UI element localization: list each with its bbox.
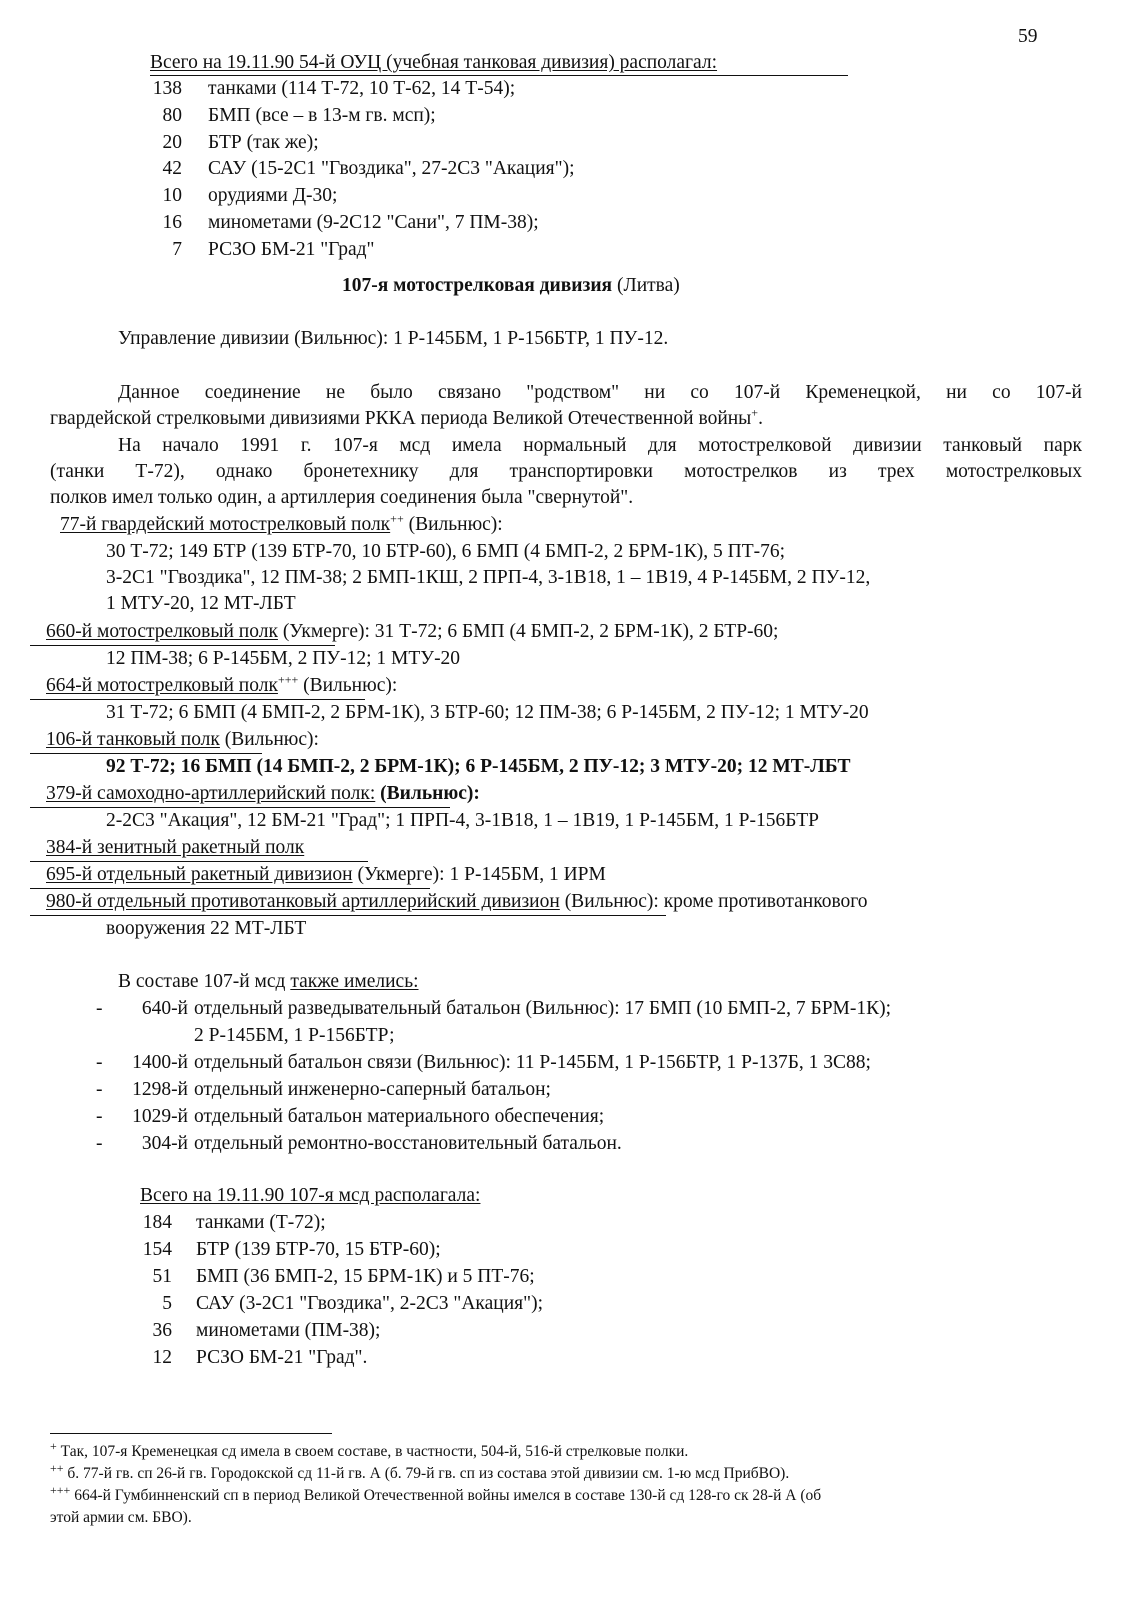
summary-item: орудиями Д-30; bbox=[208, 185, 338, 206]
summary-count: 138 bbox=[152, 78, 182, 99]
unit-980-header: 980-й отдельный противотанковый артиллерийский дивизион (Вильнюс): кроме противотанкового bbox=[46, 891, 868, 912]
summary-count: 5 bbox=[162, 1293, 172, 1314]
list-dash: - bbox=[96, 998, 103, 1019]
footnote-1: + Так, 107-я Кременецкая сд имела в своем составе, в частности, 504-й, 516-й стрелковые полки. bbox=[50, 1438, 689, 1460]
unit-379-header: 379-й самоходно-артиллерийский полк: (Вильнюс): bbox=[46, 783, 480, 804]
summary-item: САУ (3-2С1 "Гвоздика", 2-2С3 "Акация"); bbox=[196, 1293, 543, 1314]
summary-count: 10 bbox=[162, 185, 182, 206]
summary-item: РСЗО БМ-21 "Град". bbox=[196, 1347, 368, 1368]
summary-count: 20 bbox=[162, 132, 182, 153]
unit-106-line1: 92 Т-72; 16 БМП (14 БМП-2, 2 БРМ-1К); 6 Р-145БМ, 2 ПУ-12; 3 МТУ-20; 12 МТ-ЛБТ bbox=[106, 756, 851, 777]
summary-count: 12 bbox=[152, 1347, 172, 1368]
summary-item: БМП (все – в 13-м гв. мсп); bbox=[208, 105, 436, 126]
summary-heading-107: Всего на 19.11.90 107-я мсд располагала: bbox=[140, 1185, 481, 1206]
battalion-description: отдельный ремонтно-восстановительный батальон. bbox=[194, 1133, 622, 1154]
summary-count: 36 bbox=[152, 1320, 172, 1341]
summary-count: 154 bbox=[142, 1239, 172, 1260]
battalion-description-cont: 2 Р-145БМ, 1 Р-156БТР; bbox=[194, 1025, 395, 1046]
list-dash: - bbox=[96, 1079, 103, 1100]
unit-980-line1: вооружения 22 МТ-ЛБТ bbox=[106, 918, 307, 939]
summary-item: минометами (ПМ-38); bbox=[196, 1320, 381, 1341]
unit-664-line1: 31 Т-72; 6 БМП (4 БМП-2, 2 БРМ-1К), 3 БТР-60; 12 ПМ-38; 6 Р-145БМ, 2 ПУ-12; 1 МТУ-20 bbox=[106, 702, 869, 723]
battalion-number: 1298-й bbox=[132, 1079, 188, 1100]
summary-count: 42 bbox=[162, 158, 182, 179]
battalion-number: 1029-й bbox=[132, 1106, 188, 1127]
unit-106-header: 106-й танковый полк (Вильнюс): bbox=[46, 729, 319, 750]
paragraph-origin-line2: гвардейской стрелковыми дивизиями РККА периода Великой Отечественной войны+. bbox=[50, 405, 763, 429]
battalion-number: 304-й bbox=[141, 1133, 188, 1154]
list-dash: - bbox=[96, 1052, 103, 1073]
footnote-2: ++ б. 77-й гв. сп 26-й гв. Городокской сд 11-й гв. А (б. 79-й гв. сп из состава этой дивизии см. 1-ю мсд ПрибВО). bbox=[50, 1460, 790, 1482]
summary-item: минометами (9-2С12 "Сани", 7 ПМ-38); bbox=[208, 212, 539, 233]
division-title bbox=[342, 273, 680, 299]
page-number: 59 bbox=[1018, 26, 1038, 47]
summary-count: 7 bbox=[172, 239, 182, 260]
footnote-marker-2: ++ bbox=[390, 511, 404, 526]
unit-77-header: 77-й гвардейский мотострелковый полк++ (Вильнюс): bbox=[60, 511, 503, 535]
summary-item: РСЗО БМ-21 "Град" bbox=[208, 239, 375, 260]
list-dash: - bbox=[96, 1106, 103, 1127]
division-title-country: (Литва) bbox=[612, 275, 680, 296]
unit-384-header: 384-й зенитный ракетный полк bbox=[46, 837, 305, 858]
summary-item: БТР (так же); bbox=[208, 132, 319, 153]
battalion-description: отдельный инженерно-саперный батальон; bbox=[194, 1079, 551, 1100]
summary-count: 51 bbox=[152, 1266, 172, 1287]
division-hq-line: Управление дивизии (Вильнюс): 1 Р-145БМ, 1 Р-156БТР, 1 ПУ-12. bbox=[118, 328, 669, 349]
summary-item: БМП (36 БМП-2, 15 БРМ-1К) и 5 ПТ-76; bbox=[196, 1266, 535, 1287]
summary-item: танками (Т-72); bbox=[196, 1212, 326, 1233]
paragraph-status-line2: (танки Т-72), однако бронетехнику для транспортировки мотострелков из трех мотострелковых bbox=[50, 461, 1082, 482]
footnote-3-line1: +++ 664-й Гумбинненский сп в период Великой Отечественной войны имелся в составе 130-й сд 128-го ск 28-й А (об bbox=[50, 1482, 822, 1504]
summary-heading-54: Всего на 19.11.90 54-й ОУЦ (учебная танковая дивизия) располагал: bbox=[150, 52, 718, 73]
list-dash: - bbox=[96, 1133, 103, 1154]
summary-item: САУ (15-2С1 "Гвоздика", 27-2С3 "Акация"); bbox=[208, 158, 575, 179]
summary-count: 184 bbox=[142, 1212, 172, 1233]
summary-item: танками (114 Т-72, 10 Т-62, 14 Т-54); bbox=[208, 78, 516, 99]
paragraph-status-line3: полков имел только один, а артиллерия соединения была "свернутой". bbox=[50, 487, 634, 508]
summary-count: 16 bbox=[162, 212, 182, 233]
summary-item: БТР (139 БТР-70, 15 БТР-60); bbox=[196, 1239, 441, 1260]
battalion-number: 640-й bbox=[141, 998, 188, 1019]
unit-77-line2: 3-2С1 "Гвоздика", 12 ПМ-38; 2 БМП-1КШ, 2 ПРП-4, 3-1В18, 1 – 1В19, 4 Р-145БМ, 2 ПУ-12, bbox=[106, 567, 871, 588]
also-intro: В составе 107-й мсд также имелись: bbox=[118, 971, 419, 992]
unit-77-line1: 30 Т-72; 149 БТР (139 БТР-70, 10 БТР-60), 6 БМП (4 БМП-2, 2 БРМ-1К), 5 ПТ-76; bbox=[106, 541, 786, 562]
battalion-description: отдельный батальон связи (Вильнюс): 11 Р-145БМ, 1 Р-156БТР, 1 Р-137Б, 1 3С88; bbox=[194, 1052, 871, 1073]
footnote-3-line2: этой армии см. БВО). bbox=[50, 1509, 192, 1526]
unit-660-line1: 12 ПМ-38; 6 Р-145БМ, 2 ПУ-12; 1 МТУ-20 bbox=[106, 648, 461, 669]
unit-664-header: 664-й мотострелковый полк+++ (Вильнюс): bbox=[46, 672, 398, 696]
paragraph-origin-line1: Данное соединение не было связано "родством" ни со 107-й Кременецкой, ни со 107-й bbox=[118, 382, 1082, 403]
unit-660-header: 660-й мотострелковый полк (Укмерге): 31 Т-72; 6 БМП (4 БМП-2, 2 БРМ-1К), 2 БТР-60; bbox=[46, 621, 779, 642]
battalion-description: отдельный батальон материального обеспечения; bbox=[194, 1106, 605, 1127]
summary-count: 80 bbox=[162, 105, 182, 126]
footnote-separator bbox=[50, 1433, 332, 1434]
footnote-marker-1: + bbox=[751, 405, 759, 420]
footnote-marker-3: +++ bbox=[277, 672, 299, 687]
unit-77-line3: 1 МТУ-20, 12 МТ-ЛБТ bbox=[106, 593, 296, 614]
paragraph-status-line1: На начало 1991 г. 107-я мсд имела нормальный для мотострелковой дивизии танковый парк bbox=[118, 435, 1082, 456]
battalion-description: отдельный разведывательный батальон (Вильнюс): 17 БМП (10 БМП-2, 7 БРМ-1К); bbox=[194, 998, 892, 1019]
battalion-number: 1400-й bbox=[132, 1052, 188, 1073]
division-title-bold: 107-я мотострелковая дивизия bbox=[342, 275, 613, 296]
unit-695-header: 695-й отдельный ракетный дивизион (Укмерге): 1 Р-145БМ, 1 ИРМ bbox=[46, 864, 606, 885]
unit-379-line1: 2-2С3 "Акация", 12 БМ-21 "Град"; 1 ПРП-4, 3-1В18, 1 – 1В19, 1 Р-145БМ, 1 Р-156БТР bbox=[106, 810, 819, 831]
